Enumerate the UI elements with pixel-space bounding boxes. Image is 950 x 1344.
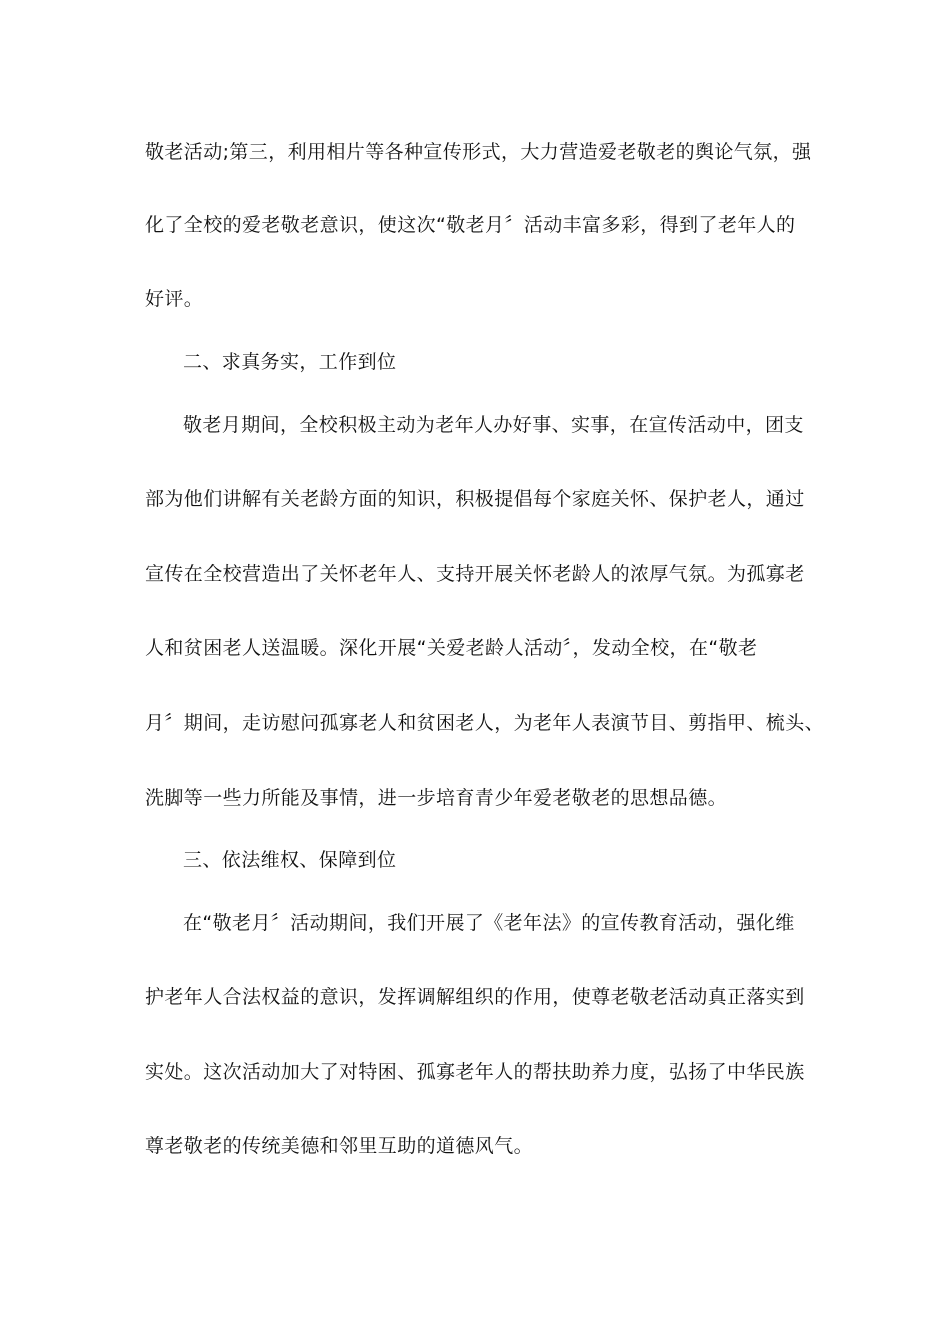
paragraph-line: 洗脚等一些力所能及事情，进一步培育青少年爱老敬老的思想品德。	[145, 787, 728, 809]
paragraph-line: 部为他们讲解有关老龄方面的知识，积极提倡每个家庭关怀、保护老人，通过	[145, 488, 805, 510]
paragraph-line: 好评。	[145, 288, 204, 310]
paragraph-line: 护老年人合法权益的意识，发挥调解组织的作用，使尊老敬老活动真正落实到	[145, 986, 805, 1008]
paragraph-line: 宣传在全校营造出了关怀老年人、支持开展关怀老龄人的浓厚气氛。为孤寡老	[145, 563, 805, 585]
paragraph-line: 人和贫困老人送温暖。深化开展“关爱老龄人活动〞，发动全校，在“敬老	[145, 637, 758, 659]
paragraph-line: 在“敬老月〞活动期间，我们开展了《老年法》的宣传教育活动，强化维	[183, 912, 795, 934]
section-heading: 三、依法维权、保障到位	[183, 849, 397, 871]
paragraph-line: 化了全校的爱老敬老意识，使这次“敬老月〞活动丰富多彩，得到了老年人的	[145, 214, 796, 236]
section-heading: 二、求真务实，工作到位	[183, 351, 397, 373]
paragraph-line: 尊老敬老的传统美德和邻里互助的道德风气。	[145, 1135, 534, 1157]
paragraph-line: 敬老月期间，全校积极主动为老年人办好事、实事，在宣传活动中，团支	[183, 414, 804, 436]
paragraph-line: 敬老活动;第三，利用相片等各种宣传形式，大力营造爱老敬老的舆论气氛，强	[145, 141, 812, 163]
paragraph-line: 实处。这次活动加大了对特困、孤寡老年人的帮扶助养力度，弘扬了中华民族	[145, 1061, 805, 1083]
paragraph-line: 月〞期间，走访慰问孤寡老人和贫困老人，为老年人表演节目、剪指甲、梳头、	[145, 712, 825, 734]
